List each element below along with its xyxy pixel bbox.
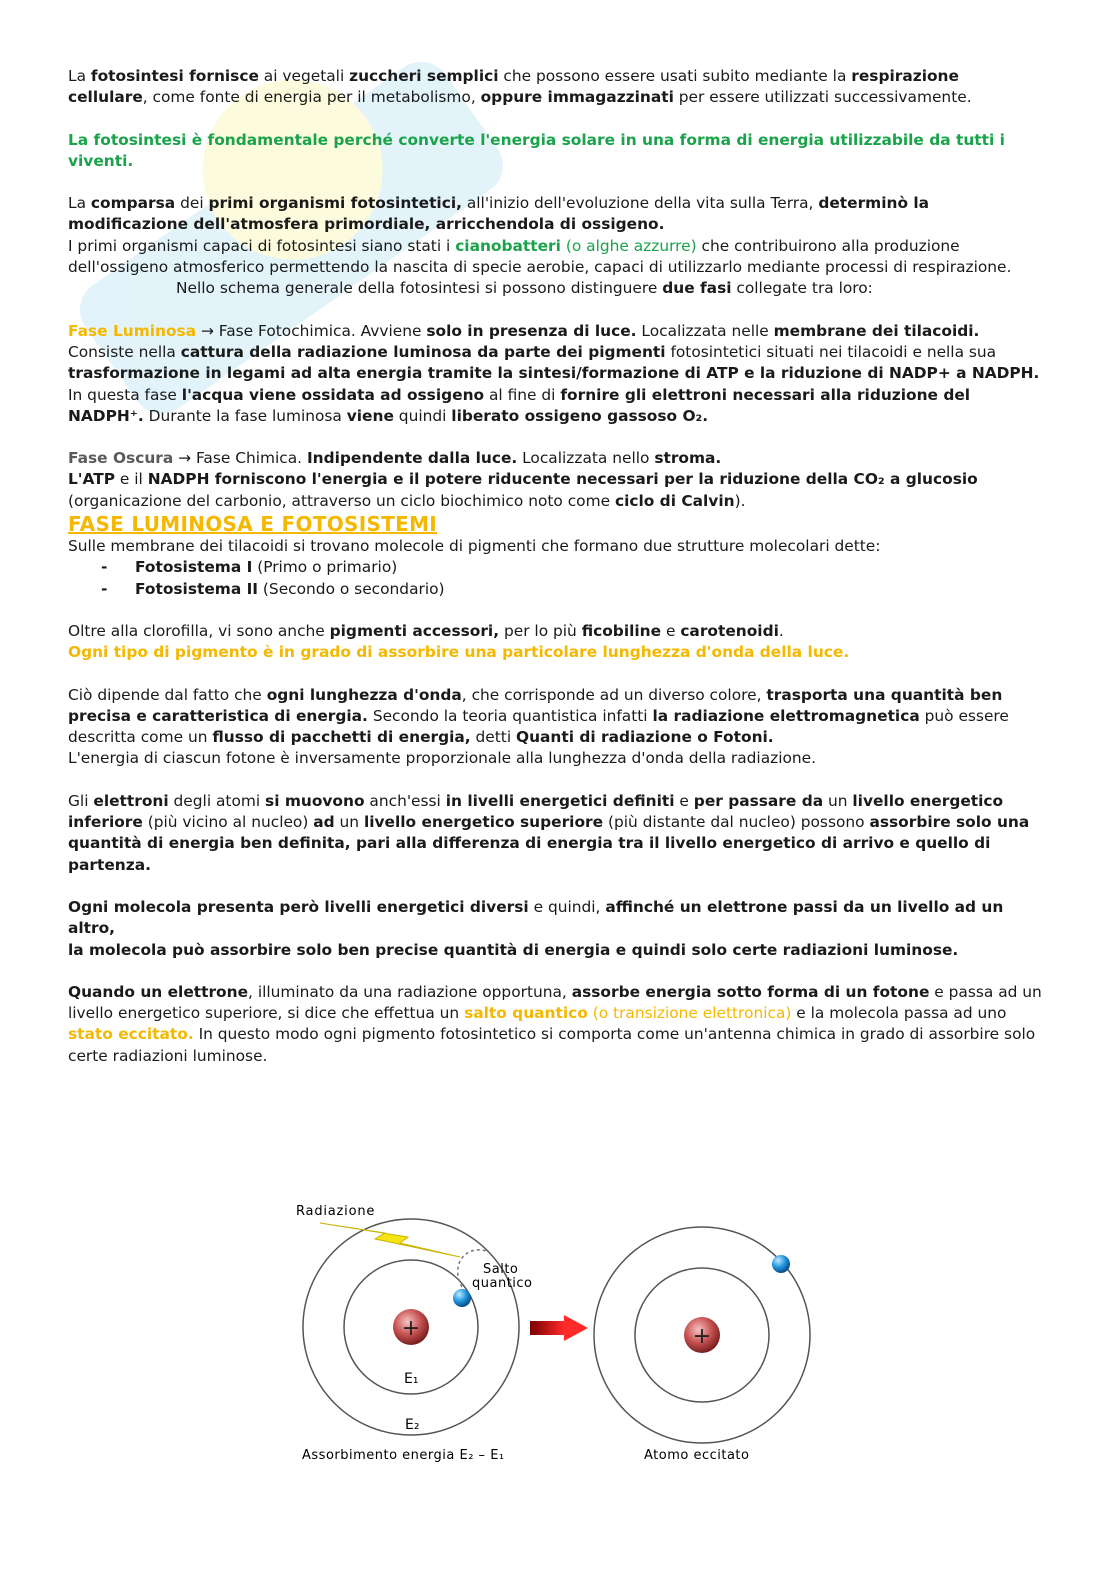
label-quantico: quantico xyxy=(472,1276,533,1291)
paragraph-fase-oscura-atp: L'ATP e il NADPH forniscono l'energia e il potere riducente necessari per la riduzione della CO₂ a glucosio (organicazione del carbonio, attraverso un ciclo biochimico noto come ciclo di Calvin). xyxy=(68,470,978,510)
paragraph-energia-fotone: L'energia di ciascun fotone è inversamente proporzionale alla lunghezza d'onda della radiazione. xyxy=(68,749,817,768)
paragraph-fase-luminosa-acqua: In questa fase l'acqua viene ossidata ad ossigeno al fine di fornire gli elettroni necessari alla riduzione del NADPH⁺. Durante la fase luminosa viene quindi liberato ossigeno gassoso O₂. xyxy=(68,385,971,425)
nucleus-plus-right: + xyxy=(692,1324,712,1349)
paragraph-intro: La fotosintesi fornisce ai vegetali zuccheri semplici che possono essere usati subito mediante la respirazione cellulare, come fonte di energia per il metabolismo, oppure immagazzinati per essere utilizzati successivamente. xyxy=(68,67,972,107)
paragraph-fase-luminosa-cattura: Consiste nella cattura della radiazione luminosa da parte dei pigmenti fotosintetici situati nei tilacoidi e nella sua trasformazione in legami ad alta energia tramite la sintesi/formazione di ATP e la riduzione di NADP+ a NADPH. xyxy=(68,342,1040,383)
paragraph-fase-luminosa: Fase Luminosa → Fase Fotochimica. Avviene solo in presenza di luce. Localizzata nelle membrane dei tilacoidi. xyxy=(68,321,980,340)
paragraph-salto-quantico: Quando un elettrone, illuminato da una radiazione opportuna, assorbe energia sotto forma di un fotone e passa ad un livello energetico superiore, si dice che effettua un salto quantico (o transizione elettronica) e la molecola passa ad uno stato eccitato. In questo modo ogni pigmento fotosintetico si comporta come un'antenna chimica in grado di assorbire solo certe radiazioni luminose. xyxy=(68,982,1042,1065)
paragraph-due-fasi: Nello schema generale della fotosintesi si possono distinguere due fasi collegate tra loro: xyxy=(176,279,873,298)
label-e2: E₂ xyxy=(405,1417,420,1433)
paragraph-membrane: Sulle membrane dei tilacoidi si trovano molecole di pigmenti che formano due strutture molecolari dette: xyxy=(68,537,881,556)
list-item: - Fotosistema II (Secondo o secondario) xyxy=(68,579,1043,600)
paragraph-pigmenti-accessori: Oltre alla clorofilla, vi sono anche pigmenti accessori, per lo più ficobiline e carotenoidi. xyxy=(68,621,784,640)
label-e1: E₁ xyxy=(404,1371,419,1387)
list-item: - Fotosistema I (Primo o primario) xyxy=(68,557,1043,578)
label-radiazione: Radiazione xyxy=(296,1204,376,1219)
paragraph-molecola: Ogni molecola presenta però livelli energetici diversi e quindi, affinché un elettrone passi da un livello ad un altro, la molecola può assorbire solo ben precise quantità di energia e quindi solo certe radiazioni luminose. xyxy=(68,897,1004,959)
paragraph-fase-oscura: Fase Oscura → Fase Chimica. Indipendente dalla luce. Localizzata nello stroma. xyxy=(68,449,722,468)
section-heading: FASE LUMINOSA E FOTOSISTEMI xyxy=(68,512,438,537)
document-body xyxy=(68,66,1043,1067)
caption-right: Atomo eccitato xyxy=(644,1448,750,1463)
paragraph-highlight-orange: Ogni tipo di pigmento è in grado di assorbire una particolare lunghezza d'onda della luce. xyxy=(68,643,850,662)
electron-left xyxy=(453,1289,471,1307)
fotosistemi-list xyxy=(68,557,1043,600)
nucleus-plus-left: + xyxy=(401,1316,421,1341)
paragraph-highlight-green: La fotosintesi è fondamentale perché converte l'energia solare in una forma di energia utilizzabile da tutti i viventi. xyxy=(68,130,1005,170)
paragraph-comparsa: La comparsa dei primi organismi fotosintetici, all'inizio dell'evoluzione della vita sulla Terra, determinò la modificazione dell'atmosfera primordiale, arricchendola di ossigeno. xyxy=(68,194,930,234)
paragraph-lunghezza-onda: Ciò dipende dal fatto che ogni lunghezza d'onda, che corrisponde ad un diverso colore, trasporta una quantità ben precisa e caratteristica di energia. Secondo la teoria quantistica infatti la radiazione elettromagnetica può essere descritta come un flusso di pacchetti di energia, detti Quanti di radiazione o Fotoni. xyxy=(68,685,1009,747)
atom-excitation-diagram xyxy=(290,1195,830,1475)
label-salto: Salto xyxy=(483,1262,519,1277)
lightning-bolt-icon xyxy=(320,1223,460,1257)
transition-arrow-shaft xyxy=(530,1321,564,1335)
electron-right xyxy=(772,1255,790,1273)
paragraph-elettroni: Gli elettroni degli atomi si muovono anch'essi in livelli energetici definiti e per passare da un livello energetico inferiore (più vicino al nucleo) ad un livello energetico superiore (più distante dal nucleo) possono assorbire solo una quantità di energia ben definita, pari alla differenza di energia tra il livello energetico di arrivo e quello di partenza. xyxy=(68,791,1030,874)
caption-left: Assorbimento energia E₂ – E₁ xyxy=(302,1448,505,1463)
transition-arrow-head xyxy=(564,1315,588,1341)
paragraph-cianobatteri: I primi organismi capaci di fotosintesi siano stati i cianobatteri (o alghe azzurre) che contribuirono alla produzione dell'ossigeno atmosferico permettendo la nascita di specie aerobie, capaci di utilizzarlo mediante processi di respirazione. xyxy=(68,236,1012,277)
